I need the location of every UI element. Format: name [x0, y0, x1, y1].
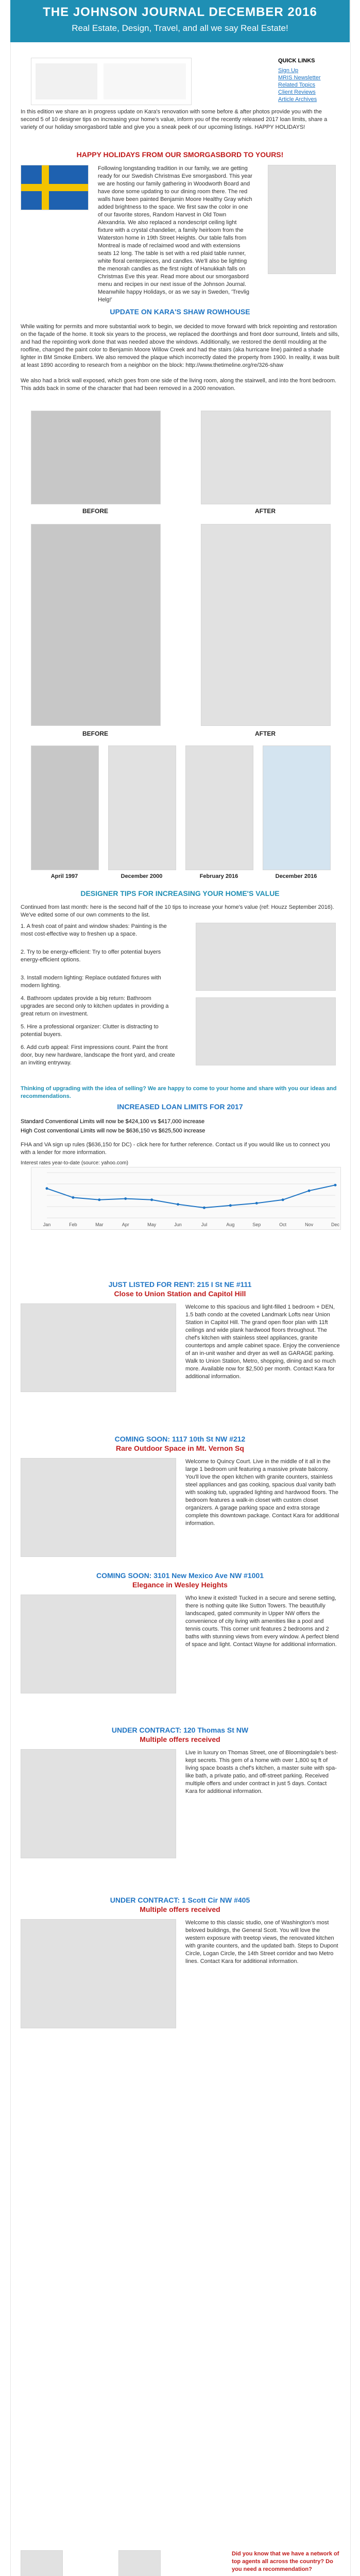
contract-1-subtitle: Multiple offers received	[140, 1735, 220, 1743]
quick-link-item[interactable]: Client Reviews	[278, 89, 316, 95]
holidays-table-photo	[268, 165, 336, 274]
kara-after-photo-2	[201, 524, 331, 726]
contract-2-text: Welcome to this classic studio, one of Washington's most beloved buildings, the General Scott. You will love the western exposure with treetop views, the renovated kitchen with granite counters, and the updated bath. Steps to Dupont Circle, Logan Circle, the 14th Street corridor and two Metro lines. Contact Kara for additional information.	[185, 1920, 338, 1964]
loans-title: INCREASED LOAN LIMITS FOR 2017	[117, 1103, 243, 1111]
year-caption: December 2000	[121, 873, 163, 879]
year-caption: December 2016	[275, 873, 317, 879]
after-caption: AFTER	[255, 730, 276, 737]
chart-x-tick-label: Mar	[95, 1222, 104, 1227]
tips-title: DESIGNER TIPS FOR INCREASING YOUR HOME'S VALUE	[80, 889, 280, 897]
chart-point	[150, 1198, 153, 1201]
chart-x-tick-label: Nov	[305, 1222, 314, 1227]
chart-point	[46, 1187, 48, 1190]
chart-point	[177, 1203, 179, 1206]
loans-text: FHA and VA sign up rules ($636,150 for DC) - click here for further reference. Contact us if you would like us to connect you with a lender for more information.	[21, 1142, 330, 1156]
chart-x-tick-label: Feb	[69, 1222, 77, 1227]
chart-x-tick-label: Apr	[122, 1222, 129, 1227]
coming-soon-1-section	[10, 1435, 350, 1569]
coming-soon-2-title: COMING SOON: 3101 New Mexico Ave NW #1001	[96, 1571, 264, 1580]
coming-soon-2-text: Who knew it existed! Tucked in a secure and serene setting, there is nothing quite like Sutton Towers. The beautifully landscaped, gated community in Upper NW offers the convenience of city living with amenities like a pool and tennis courts. This corner unit features 2 bedrooms and 2 baths with stunning views from every window. A perfect blend of space and light. Contact Wayne for additional information.	[185, 1595, 339, 1648]
kara-after-photo-1	[201, 411, 331, 504]
tips-photo-1	[196, 923, 336, 991]
chart-x-tick-label: May	[147, 1222, 157, 1227]
coming-soon-1-title: COMING SOON: 1117 10th St NW #212	[114, 1435, 246, 1443]
holidays-section	[10, 150, 350, 305]
sweden-flag	[21, 165, 89, 210]
promo-network: Did you know that we have a network of top agents all across the country? Do you need a recommendation?	[232, 2551, 339, 2572]
chart-point	[124, 1197, 127, 1200]
quick-links	[278, 58, 350, 103]
newsletter-title: THE JOHNSON JOURNAL DECEMBER 2016	[43, 5, 317, 19]
chart-series-line	[47, 1185, 335, 1208]
before-caption: BEFORE	[82, 507, 108, 515]
tips-closing: Thinking of upgrading with the idea of selling? We are happy to come to your home and share with you our ideas and recommendations.	[21, 1086, 337, 1099]
rowhouse-photo-feb-2016	[185, 745, 253, 870]
quick-links-title: QUICK LINKS	[278, 58, 315, 64]
tips-intro: Continued from last month: here is the second half of the 10 tips to increase your home's value (ref: Houzz September 2016). We've edited some of our own comments to the list.	[21, 904, 334, 918]
quick-link-item[interactable]: Sign Up	[278, 67, 299, 74]
coming-soon-1-photo	[21, 1458, 176, 1557]
chart-x-tick-label: Jan	[43, 1222, 51, 1227]
contract-1-section	[10, 1726, 350, 1896]
quick-link-item[interactable]: MRIS Newsletter	[278, 75, 321, 81]
logo-row	[10, 47, 350, 109]
year-caption: February 2016	[199, 873, 238, 879]
contract-1-text: Live in luxury on Thomas Street, one of Bloomingdale's best-kept secrets. This gem of a home with over 1,800 sq ft of living space boasts a chef's kitchen, a master suite with spa-like bath, a private patio, and off-street parking. Received multiple offers and under contract in just 5 days. Contact Kara for additional information.	[185, 1750, 338, 1794]
rent-subtitle: Close to Union Station and Capitol Hill	[114, 1290, 246, 1298]
quick-link-item[interactable]: Related Topics	[278, 82, 315, 88]
loan-limit-item: High Cost conventional Limits will now be $636,150 vs $625,500 increase	[21, 1128, 205, 1134]
team-logo	[36, 63, 97, 99]
interest-rate-chart	[31, 1167, 341, 1230]
rent-text: Welcome to this spacious and light-filled 1 bedroom + DEN, 1.5 bath condo at the coveted Landmark Lofts near Union Station in Capitol Hill. The grand open floor plan with 11ft ceilings and wide plank hardwood floors throughout. The chef's kitchen with stainless steel appliances, granite countertops and ample cabinet space. Enjoy the convenience of an in-unit washer and dryer as well as GARAGE parking. Walk to Union Station, Metro, shopping, dining and so much more. Available now for $2,500 per month. Contact Kara for additional information.	[185, 1304, 340, 1380]
chart-point	[282, 1198, 284, 1201]
kara-title: UPDATE ON KARA'S SHAW ROWHOUSE	[110, 308, 250, 316]
chart-point	[229, 1204, 232, 1207]
rent-title: JUST LISTED FOR RENT: 215 I St NE #111	[108, 1280, 252, 1289]
chart-title: Interest rates year-to-date (source: yahoo.com)	[21, 1160, 128, 1166]
chart-x-tick-label: Oct	[279, 1222, 287, 1227]
contract-1-photo	[21, 1749, 176, 1858]
coming-soon-2-section	[10, 1571, 350, 1726]
chart-x-tick-label: Sep	[252, 1222, 261, 1227]
chart-point	[255, 1202, 258, 1205]
contract-2-subtitle: Multiple offers received	[140, 1905, 220, 1913]
contract-2-title: UNDER CONTRACT: 1 Scott Cir NW #405	[110, 1896, 250, 1904]
chart-point	[98, 1198, 100, 1201]
chart-point	[203, 1207, 205, 1209]
rowhouse-photo-dec-2016	[263, 745, 331, 870]
contract-1-title: UNDER CONTRACT: 120 Thomas St NW	[111, 1726, 249, 1734]
before-caption: BEFORE	[82, 730, 108, 737]
tip-item: 6. Add curb appeal: First impressions count. Paint the front door, buy new hardware, landscape the front yard, and create an inviting entryway.	[21, 1044, 175, 1066]
kara-before-photo-1	[31, 411, 161, 504]
holidays-title: HAPPY HOLIDAYS FROM OUR SMORGASBORD TO YOURS!	[76, 150, 284, 159]
interest-rate-chart-svg	[31, 1167, 340, 1229]
tip-item: 4. Bathroom updates provide a big return: Bathroom upgrades are second only to kitchen updates in providing a great return on investment.	[21, 995, 169, 1017]
rent-section	[10, 1280, 350, 1445]
intro-text: In this edition we share an in progress update on Kara's renovation with some before & after photos provide you with the second 5 of 10 designer tips on increasing your home's value, inform you of the recently released 2017 loan limits, share a variety of our holiday smorgasbord table and give you a sneak peek of our upcoming listings. HAPPY HOLIDAYS!	[21, 109, 328, 130]
kara-text-2: We also had a brick wall exposed, which goes from one side of the living room, along the stairwell, and into the front bedroom. This adds back in some of the character that had been removed in a 2000 renovation.	[21, 378, 337, 392]
kara-photo	[21, 2550, 63, 2576]
coming-soon-1-text: Welcome to Quincy Court. Live in the middle of it all in the large 1 bedroom unit featuring a massive private balcony. You'll love the open kitchen with granite counters, stainless steel appliances and gas cooking, spacious dual vanity bath with soaking tub, upgraded lighting and hardwood floors. The bedroom features a walk-in closet with custom closet organizers. A garage parking space and extra storage complete this downtown package. Contact Kara for additional information.	[185, 1459, 339, 1527]
coming-soon-2-subtitle: Elegance in Wesley Heights	[132, 1581, 228, 1589]
footer	[10, 2550, 350, 2576]
rowhouse-photo-1997	[31, 745, 99, 870]
chart-x-tick-label: Jul	[201, 1222, 208, 1227]
tips-photo-2	[196, 997, 336, 1065]
tip-item: 1. A fresh coat of paint and window shades: Painting is the most cost-effective way to freshen up a space.	[21, 923, 167, 937]
flag-horizontal-stripe	[21, 184, 88, 191]
tip-item: 3. Install modern lighting: Replace outdated fixtures with modern lighting.	[21, 975, 161, 989]
quick-link-item[interactable]: Article Archives	[278, 96, 317, 103]
contract-2-section	[10, 1896, 350, 2081]
chart-x-tick-label: Dec	[331, 1222, 340, 1227]
wayne-photo	[118, 2550, 161, 2576]
kara-before-photo-2	[31, 524, 161, 726]
kw-logo	[104, 63, 186, 99]
rent-photo	[21, 1303, 176, 1392]
rowhouse-photo-2000	[108, 745, 176, 870]
chart-point	[334, 1184, 337, 1187]
kara-text: While waiting for permits and more substantial work to begin, we decided to move forward with brick repointing and restoration on the façade of the home. It took six years to the process, we replaced the doorthings and front door surround, lintels and sills, and had the repointing work done that was needed above the windows. Additionally, we restored the dentil moulding at the roofline, changed the paint color to Benjamin Moore Willow Creek and had the stairs (aka hurricane line) painted a shade lighter in BM Smoke Embers. We also removed the plaque which incorrectly dated the property from 1900. In reality, it was built at least 1890 according to research from a neighbor on the block: http://www.thetimeline.org/re/326-shaw	[21, 324, 339, 368]
chart-point	[308, 1190, 311, 1192]
contract-2-photo	[21, 1919, 176, 2028]
coming-soon-2-photo	[21, 1595, 176, 1693]
after-caption: AFTER	[255, 507, 276, 515]
logo-box	[31, 58, 192, 105]
coming-soon-1-subtitle: Rare Outdoor Space in Mt. Vernon Sq	[116, 1444, 244, 1452]
tip-item: 2. Try to be energy-efficient: Try to offer potential buyers energy-efficient options.	[21, 949, 161, 963]
loan-limit-item: Standard Conventional Limits will now be $424,100 vs $417,000 increase	[21, 1118, 205, 1125]
newsletter-subtitle: Real Estate, Design, Travel, and all we say Real Estate!	[72, 23, 288, 33]
chart-point	[72, 1196, 74, 1199]
year-caption: April 1997	[50, 873, 78, 879]
loans-section	[10, 1103, 350, 1267]
holidays-text: Following longstanding tradition in our family, we are getting ready for our Swedish Christmas Eve smorgasbord. This year we are hosting our family gathering in Woodworth Board and have done some updating to our dining room there. The red walls have been painted Benjamin Moore Healthy Gray which added brightness to the space. We first saw the color in one of our favorite stores, Random Harvest in Old Town Alexandria. We also replaced a nondescript ceiling light fixture with a crystal chandelier, a family heirloom from the Waterston home in 19th Street Heights. Our table falls from Montreal is made of reclaimed wood and with extensions seats 12 long. The table is set with a red plaid table runner, white floral centerpieces, and candles. We'll also be lighting the menorah candles as the first night of Hanukkah falls on Christmas Eve this year. Read more about our smorgasbord menu and recipes in our next issue of the Johnson Journal. Meanwhile happy Holidays, or as we say in Sweden, 'Trevlig Helg!'	[98, 165, 252, 303]
tip-item: 5. Hire a professional organizer: Clutter is distracting to potential buyers.	[21, 1024, 159, 1038]
chart-x-tick-label: Aug	[226, 1222, 235, 1227]
chart-x-tick-label: Jun	[174, 1222, 182, 1227]
flag-vertical-stripe	[42, 165, 49, 210]
newsletter-banner	[10, 0, 350, 42]
